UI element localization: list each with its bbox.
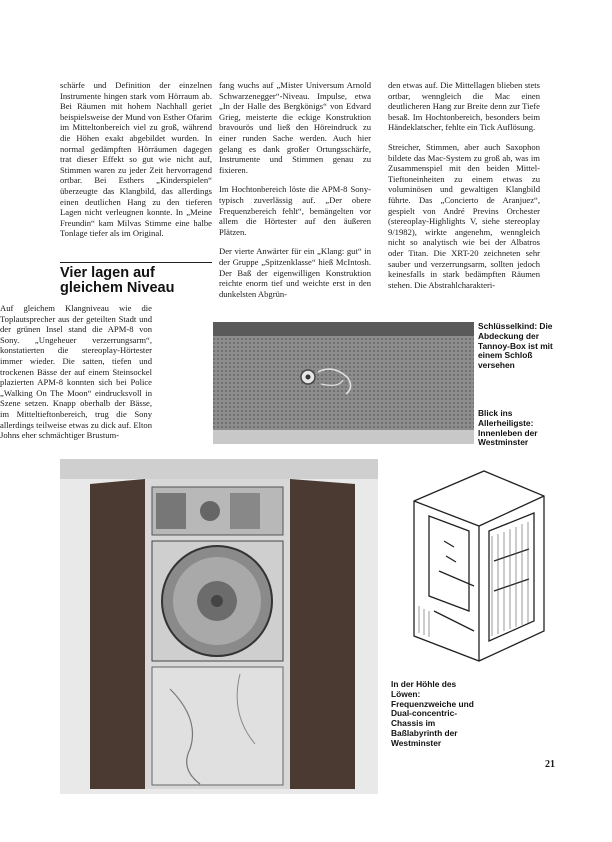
caption-westminster-crossover: In der Höhle des Löwen: Frequenzweiche und Dual-concentric-Chassis im Baßlabyrinth der Westminster	[391, 679, 474, 748]
body-paragraph: den etwas auf. Die Mittellagen blieben stets ortbar, wenngleich die Mac einen deutlicheren Hang zur Breite denn zur Tiefe besaß. Im Hochtonbereich, besonders beim Händeklatscher, fehlte ein Tick Auflösung.	[388, 80, 540, 133]
tannoy-grille-photo	[213, 322, 474, 444]
body-paragraph: fang wuchs auf „Mister Universum Arnold Schwarzenegger“-Niveau. Impulse, etwa „In der Halle des Bergkönigs“ von Edvard Grieg, meisterte die eckige Konstruktion bravourös und ließ den Höreindruck zu einer runden Sache werden. Auch hier gelang es dank großer Ortungsschärfe, Instrumente und Stimmen genau zu fixieren.	[219, 80, 371, 175]
page-number: 21	[545, 759, 555, 770]
caption-tannoy-lock: Schlüsselkind: Die Abdeckung der Tannoy-Box ist mit einem Schloß versehen	[478, 321, 553, 371]
body-paragraph: Der vierte Anwärter für ein „Klang: gut“ in der Gruppe „Spitzenklasse“ hieß McIntosh. Der Baß der eigenwilligen Konstruktion reichte enorm tief und weichte erst in den dunkelsten Abgrün-	[219, 246, 371, 299]
caption-westminster-inside: Blick ins Allerheiligste: Innenleben der Westminster	[478, 408, 538, 448]
body-paragraph: schärfe und Definition der einzelnen Instrumente hingen stark vom Hörraum ab. Bei Räumen mit hohem Nachhall geriet beispielsweise der Mund von Esther Ofarim im Mitteltonbereich viel zu groß, während die Höhen exakt abgebildet wurden. In normal gedämpften Hörräumen dagegen trat dieser Effekt so gut wie nicht auf, Stimmen waren zu jeder Zeit hervorragend ortbar. Bei Esthers „Kinderspielen“ überzeugte das Klangbild, das allerdings einen deutlichen Hang zu den tieferen Lagen nicht verleugnen konnte. In „Meine Freundin“ kam Milvas Stimme eine halbe Tonlage tiefer als im Original.	[60, 80, 212, 239]
body-paragraph: Auf gleichem Klangniveau wie die Toplautsprecher aus der geteilten Stadt und der grünen Insel stand die APM-8 von Sony. „Ungeheuer verzerrungsarm“, konstatierten die stereoplay-Hörtester immer wieder. Die satten, tiefen und trockenen Bässe der auf einem Steinsockel plazierten APM-8 konnten sich bei Police „Walking On The Moon“ eindrucksvoll in Szene setzen. Knapp oberhalb der Bässe, im Mitteltieftonbereich, trug die Sony allerdings teilweise etwas zu dick auf. Elton Johns eher schmächtiger Brustum-	[0, 303, 152, 441]
section-headline: Vier lagen auf gleichem Niveau	[60, 262, 212, 296]
text-column-3	[388, 80, 540, 299]
text-column-2	[219, 80, 371, 308]
westminster-cutaway-diagram	[384, 461, 556, 671]
body-paragraph: Streicher, Stimmen, aber auch Saxophon bildete das Mac-System zu groß ab, was im Zusammenspiel mit den beiden Mittel-Tieftoneinheiten zu einem etwas zu voluminösen und gewaltigen Klangbild führte. Das „Concierto de Aranjuez“, gespielt von André Previns Orchester (stereoplay-Highlights V, siehe stereoplay 9/1982), wirkte angenehm, wenngleich nicht so analytisch wie bei der Albatros oder Titan. Die XRT-20 zeichneten sehr sauber und verzerrungsarm, sollten jedoch keinesfalls in stark bedämpften Räumen stehen. Die Abstrahlcharakteri-	[388, 141, 540, 290]
text-column-1-continued	[0, 303, 152, 450]
westminster-cabinet-photo	[60, 459, 378, 794]
body-paragraph: Im Hochtonbereich löste die APM-8 Sony-typisch zuverlässig auf. „Der obere Frequenzbereich fehlt“, bemängelten vor allem die Hörtester auf den äußeren Plätzen.	[219, 184, 371, 237]
text-column-1	[60, 80, 212, 239]
